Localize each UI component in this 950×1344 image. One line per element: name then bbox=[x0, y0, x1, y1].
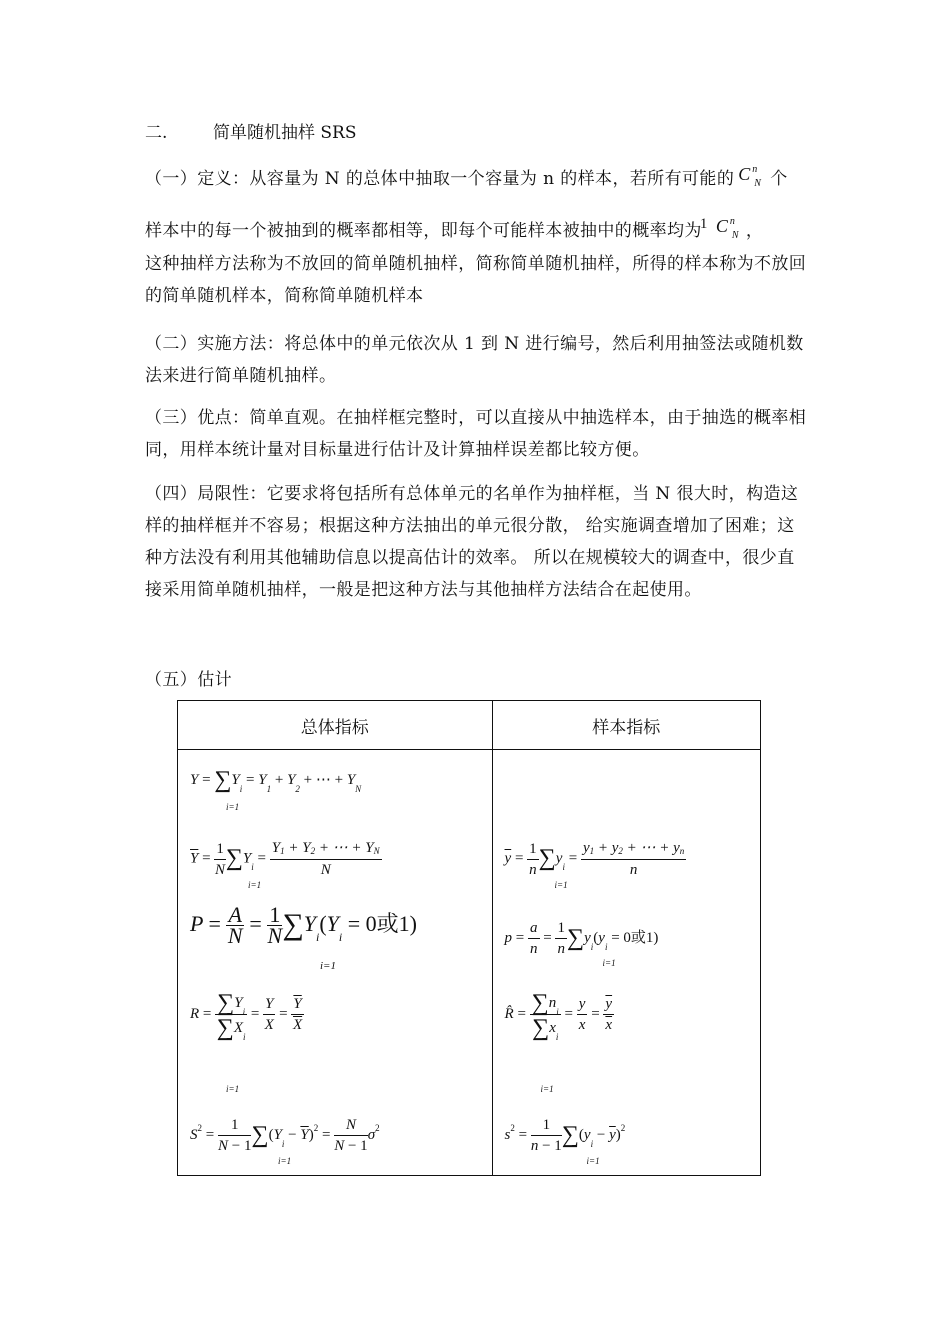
sum-limit: i=1 bbox=[248, 880, 262, 890]
definition-paragraph bbox=[145, 160, 810, 312]
definition-text-a: （一）定义：从容量为 N 的总体中抽取一个容量为 n 的样本，若所有可能的 bbox=[145, 169, 735, 189]
formula-population-ratio: R = $\frac{\sum Y_i}{\sum X_i}$ = $\frac{Y}{X}$ = $\frac{\overline{Y}}{X}$ bbox=[190, 990, 303, 1042]
definition-line-2 bbox=[145, 212, 810, 248]
binary-values: 0或1) bbox=[365, 911, 417, 936]
sum-limit: i=1 bbox=[320, 960, 336, 972]
probability-N: N bbox=[731, 230, 739, 241]
section-heading bbox=[145, 118, 357, 143]
formula-sample-mean: $\overline{y}$ = $\frac{1}{n}$ $\sum y_i$ = $\frac{y1 + y2 + \cdots + yn}{n}$ bbox=[504, 840, 685, 878]
sum-limit: i=1 bbox=[554, 880, 568, 890]
formula-population-total: $Y = \sum Y_i = Y_1 + Y_2$ + ⋯ + $Y_N$ bbox=[190, 767, 362, 794]
formula-population-proportion: P = $\frac{A}{N}$ = $\frac{1}{N}$ $\sum Y_i(Y_i = 0$或1) bbox=[190, 902, 417, 949]
combination-C: C bbox=[738, 164, 751, 184]
limitation-paragraph: （四）局限性：它要求将包括所有总体单元的名单作为抽样框，当 N 很大时，构造这样的抽样框并不容易；根据这种方法抽出的单元很分散， 给实施调查增加了困难；这种方法没有利用其他辅助信息以提高估计的效率。 所以在规模较大的调查中，很少直接采用简单随机抽样，一般是把这种方法与其他抽样方法结合在起使用。 bbox=[145, 484, 799, 600]
definition-line-1 bbox=[145, 160, 810, 198]
sample-formulas bbox=[492, 750, 760, 1176]
definition-text-c: 样本中的每一个被抽到的概率都相等，即每个可能样本被抽中的概率均为 bbox=[145, 221, 702, 241]
header-sample: 样本指标 bbox=[492, 701, 760, 750]
method-paragraph: （二）实施方法：将总体中的单元依次从 1 到 N 进行编号，然后利用抽签法或随机数法来进行简单随机抽样。 bbox=[145, 334, 804, 386]
sum-limit: i=1 bbox=[586, 1156, 600, 1166]
definition-text-e: 这种抽样方法称为不放回的简单随机抽样，简称简单随机抽样，所得的样本称为不放回的简单随机样本，简称简单随机样本 bbox=[145, 254, 807, 306]
advantage-paragraph: （三）优点：简单直观。在抽样框完整时，可以直接从中抽选样本，由于抽选的概率相同，用样本统计量对目标量进行估计及计算抽样误差都比较方便。 bbox=[145, 408, 807, 460]
formula-sample-variance: $s^2$ = $\frac{1}{n - 1}$ $\sum(y_i - \overline{y})^2$ bbox=[504, 1117, 626, 1154]
formula-sample-ratio: R̂ = $\frac{\sum n_i}{\sum x_i}$ = $\frac{y}{x}$ = $\frac{\overline{y}}{x}$ bbox=[504, 990, 613, 1042]
estimation-table bbox=[177, 700, 761, 1176]
combination-n: n bbox=[752, 164, 758, 175]
section-title: 简单随机抽样 SRS bbox=[213, 123, 357, 143]
formula-population-variance: $S^2$ = $\frac{1}{N - 1}$ $\sum(Y_i - \overline{Y})^2$ = $\frac{N}{N - 1}$ $\sigma^2$ bbox=[190, 1117, 380, 1154]
sum-limit: i=1 bbox=[278, 1156, 292, 1166]
definition-text-b: 个 bbox=[770, 169, 788, 189]
sum-limit: i=1 bbox=[226, 1084, 240, 1094]
probability-C: C bbox=[715, 216, 729, 236]
definition-text-d: ， bbox=[745, 221, 764, 241]
population-formulas bbox=[178, 750, 493, 1176]
section-number: 二. bbox=[145, 123, 168, 143]
probability-n: n bbox=[729, 216, 736, 227]
formula-sample-proportion: p = $\frac{a}{n}$ = $\frac{1}{n}$ $\sum y_i(y_i = 0$或1) bbox=[504, 920, 659, 957]
sum-limit: i=1 bbox=[226, 802, 240, 812]
formula-population-mean: $\overline{Y}$ = $\frac{1}{N}$ $\sum Y_i$ = $\frac{Y1 + Y2 + \cdots + YN}{N}$ bbox=[190, 840, 380, 878]
probability-symbol bbox=[699, 212, 746, 242]
sum-limit: i=1 bbox=[540, 1084, 554, 1094]
combination-symbol bbox=[734, 160, 770, 190]
header-population: 总体指标 bbox=[178, 701, 493, 750]
estimate-heading: （五）估计 bbox=[145, 670, 232, 690]
probability-one: 1 bbox=[699, 216, 708, 232]
binary-values: 0或1) bbox=[623, 929, 659, 946]
combination-N: N bbox=[754, 178, 762, 189]
sum-limit: i=1 bbox=[602, 958, 616, 968]
